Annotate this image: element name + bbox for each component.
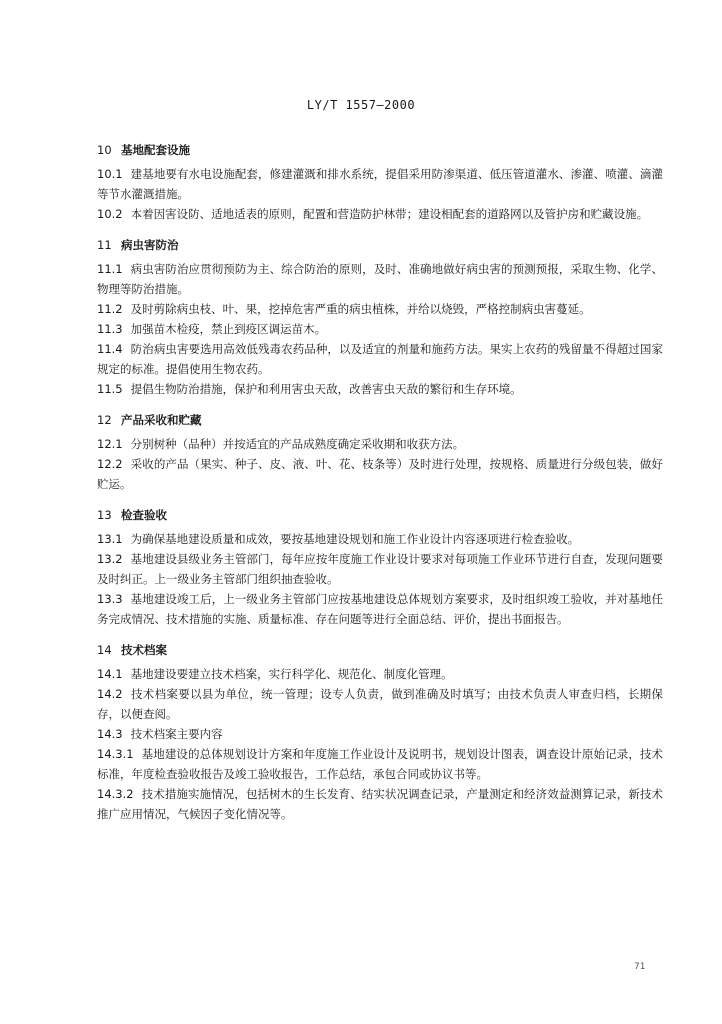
- clause-text: 为确保基地建设质量和成效，要按基地建设规划和施工作业设计内容逐项进行检查验收。: [130, 532, 580, 546]
- clause-paragraph: [97, 339, 663, 379]
- clause-number: 11.5: [97, 382, 123, 396]
- clause-paragraph: [97, 684, 663, 724]
- clause-number: 14.3: [97, 727, 123, 741]
- clause-paragraph: [97, 259, 663, 299]
- clause-paragraph: [97, 784, 663, 824]
- clause-paragraph: [97, 204, 663, 224]
- clause-number: 10.2: [97, 207, 123, 221]
- clause-paragraph: [97, 589, 663, 629]
- clause-number: 11.3: [97, 322, 123, 336]
- clause-text: 提倡生物防治措施，保护和利用害虫天敌，改善害虫天敌的繁衍和生存环境。: [130, 382, 522, 396]
- section-heading: [97, 505, 663, 525]
- clause-number: 14.3.1: [97, 747, 134, 761]
- clause-paragraph: [97, 529, 663, 549]
- clause-text: 病虫害防治应贯彻预防为主、综合防治的原则，及时、准确地做好病虫害的预测预报，采取生物、化学、物理等防治措施。: [97, 262, 663, 296]
- clause-number: 14.2: [97, 687, 123, 701]
- clause-paragraph: [97, 164, 663, 204]
- clause-text: 基地建设的总体规划设计方案和年度施工作业设计及说明书，规划设计图表，调查设计原始记录，技术标准，年度检查验收报告及竣工验收报告，工作总结，承包合同或协议书等。: [97, 747, 663, 781]
- clause-number: 13.3: [97, 592, 123, 606]
- clause-paragraph: [97, 379, 663, 399]
- clause-text: 采收的产品（果实、种子、皮、液、叶、花、枝条等）及时进行处理，按规格、质量进行分级包装，做好贮运。: [97, 457, 663, 491]
- section-title: 产品采收和贮藏: [121, 413, 202, 427]
- clause-paragraph: [97, 549, 663, 589]
- clause-text: 基地建设竣工后，上一级业务主管部门应按基地建设总体规划方案要求，及时组织竣工验收，并对基地任务完成情况、技术措施的实施、质量标准、存在问题等进行全面总结、评价，提出书面报告。: [97, 592, 663, 626]
- clause-text: 建基地要有水电设施配套，修建灌溉和排水系统，提倡采用防渗渠道、低压管道灌水、渗灌、喷灌、滴灌等节水灌溉措施。: [97, 167, 663, 201]
- section-heading: [97, 235, 663, 255]
- clause-paragraph: [97, 454, 663, 494]
- clause-text: 技术档案主要内容: [130, 727, 223, 741]
- page-number: 71: [634, 962, 646, 972]
- clause-number: 12.2: [97, 457, 123, 471]
- section-title: 检查验收: [121, 508, 167, 522]
- section-number: 10: [97, 143, 112, 157]
- clause-number: 14.3.2: [97, 787, 134, 801]
- section-number: 14: [97, 643, 112, 657]
- clause-text: 本着因害设防、适地适表的原则，配置和营造防护林带；建设相配套的道路网以及管护房和贮藏设施。: [130, 207, 649, 221]
- clause-number: 11.2: [97, 302, 123, 316]
- clause-number: 13.2: [97, 552, 123, 566]
- clause-text: 分别树种（品种）并按适宜的产品成熟度确定采收期和收获方法。: [130, 437, 465, 451]
- section-number: 11: [97, 238, 112, 252]
- clause-text: 技术档案要以县为单位，统一管理；设专人负责，做到准确及时填写；由技术负责人审查归档，长期保存，以便查阅。: [97, 687, 663, 721]
- document-body: [97, 140, 663, 824]
- clause-text: 基地建设县级业务主管部门，每年应按年度施工作业设计要求对每项施工作业环节进行自查，发现问题要及时纠正。上一级业务主管部门组织抽查验收。: [97, 552, 663, 586]
- section-title: 病虫害防治: [121, 238, 179, 252]
- clause-number: 11.4: [97, 342, 123, 356]
- clause-text: 防治病虫害要选用高效低残毒农药品种，以及适宜的剂量和施药方法。果实上农药的残留量不得超过国家规定的标准。提倡使用生物农药。: [97, 342, 663, 376]
- clause-paragraph: [97, 299, 663, 319]
- clause-text: 加强苗木检疫，禁止到疫区调运苗木。: [130, 322, 327, 336]
- clause-number: 11.1: [97, 262, 123, 276]
- section-title: 技术档案: [121, 643, 167, 657]
- clause-number: 12.1: [97, 437, 123, 451]
- clause-text: 技术措施实施情况，包括树木的生长发育、结实状况调查记录，产量测定和经济效益测算记录，新技术推广应用情况，气候因子变化情况等。: [97, 787, 663, 821]
- section-number: 13: [97, 508, 112, 522]
- clause-number: 13.1: [97, 532, 123, 546]
- section-heading: [97, 140, 663, 160]
- clause-number: 14.1: [97, 667, 123, 681]
- clause-number: 10.1: [97, 167, 123, 181]
- clause-paragraph: [97, 664, 663, 684]
- clause-paragraph: [97, 434, 663, 454]
- clause-text: 及时剪除病虫枝、叶、果，挖掉危害严重的病虫植株，并给以烧毁，严格控制病虫害蔓延。: [130, 302, 591, 316]
- standard-code-header: LY/T 1557—2000: [306, 98, 416, 112]
- section-title: 基地配套设施: [121, 143, 190, 157]
- section-number: 12: [97, 413, 112, 427]
- section-heading: [97, 640, 663, 660]
- clause-paragraph: [97, 724, 663, 744]
- clause-paragraph: [97, 319, 663, 339]
- clause-paragraph: [97, 744, 663, 784]
- section-heading: [97, 410, 663, 430]
- clause-text: 基地建设要建立技术档案，实行科学化、规范化、制度化管理。: [130, 667, 453, 681]
